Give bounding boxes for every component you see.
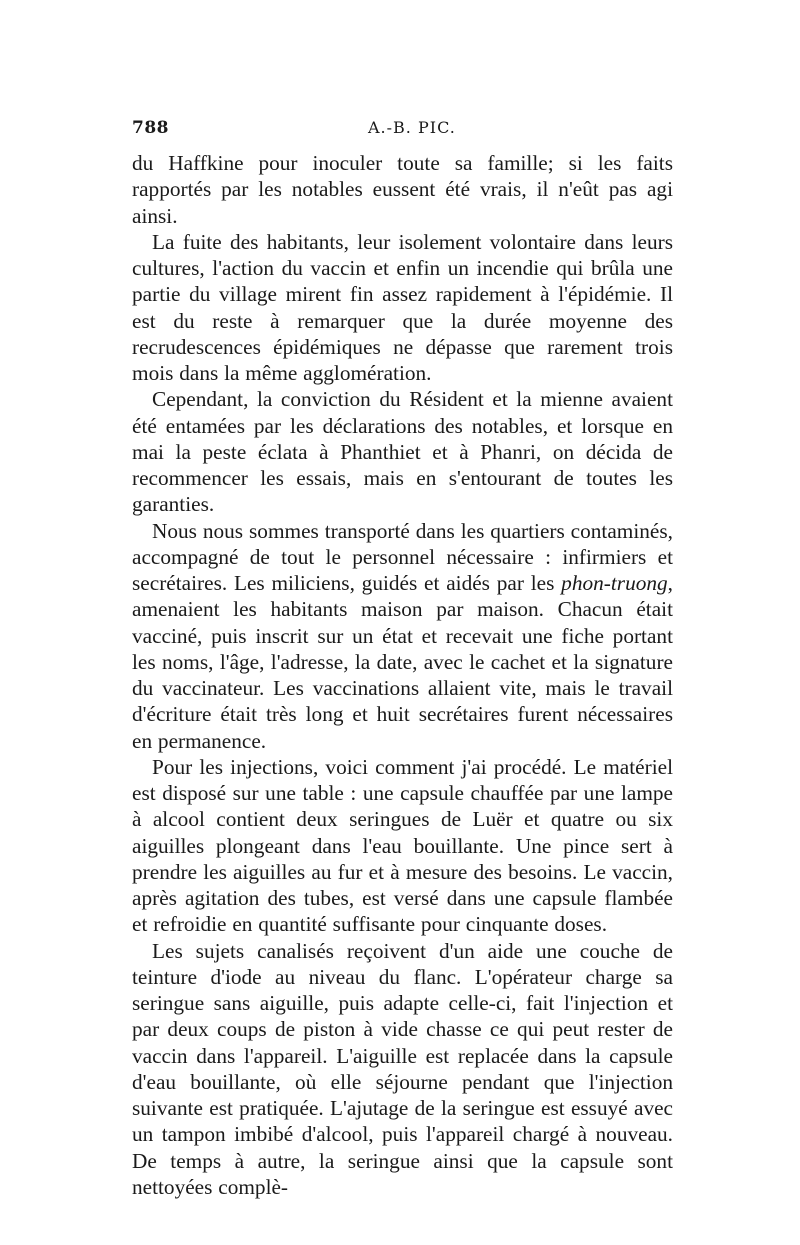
page-number: 788 bbox=[132, 118, 169, 138]
paragraph-5-text: Pour les injections, voici comment j'ai procédé. Le matériel est disposé sur une table : une capsule chauffée par une lampe à alcool contient deux seringues de Luër et quatre ou six aiguilles plongeant dans l'eau bouillante. Une pince sert à prendre les aiguilles au fur et à mesure des besoins. Le vaccin, après agitation des tubes, est versé dans une capsule flambée et refroidie en quantité suffisante pour cinquante doses. bbox=[132, 754, 673, 937]
page-header bbox=[132, 116, 673, 150]
paragraph-1-text: du Haffkine pour inoculer toute sa famille; si les faits rapportés par les notables eussent été vrais, il n'eût pas agi ainsi. bbox=[132, 151, 673, 228]
paragraph-5 bbox=[132, 754, 673, 938]
body-text bbox=[132, 150, 673, 1200]
paragraph-4 bbox=[132, 518, 673, 754]
paragraph-1 bbox=[132, 150, 673, 229]
paragraph-2 bbox=[132, 229, 673, 387]
paragraph-6 bbox=[132, 938, 673, 1201]
running-head: A.-B. PIC. bbox=[368, 118, 456, 137]
paragraph-4-text: Nous nous sommes transporté dans les quartiers contaminés, accompagné de tout le personnel nécessaire : infirmiers et secrétaires. Les miliciens, guidés et aidés par les bbox=[132, 518, 673, 595]
paragraph-4-italic-term: phon-truong bbox=[561, 571, 668, 595]
paragraph-2-text: La fuite des habitants, leur isolement volontaire dans leurs cultures, l'action du vaccin et enfin un incendie qui brûla une partie du village mirent fin assez rapidement à l'épidémie. Il est du reste à remarquer que la durée moyenne des recrudescences épidémiques ne dépasse que rarement trois mois dans la même agglomération. bbox=[132, 229, 673, 385]
book-page bbox=[132, 116, 673, 1200]
paragraph-4-text-continued: , amenaient les habitants maison par maison. Chacun était vacciné, puis inscrit sur un état et recevait une fiche portant les noms, l'âge, l'adresse, la date, avec le cachet et la signature du vaccinateur. Les vaccinations allaient vite, mais le travail d'écriture était très long et huit secrétaires furent nécessaires en permanence. bbox=[132, 571, 673, 753]
paragraph-3-text: Cependant, la conviction du Résident et la mienne avaient été entamées par les déclarations des notables, et lorsque en mai la peste éclata à Phanthiet et à Phanri, on décida de recommencer les essais, mais en s'entourant de toutes les garanties. bbox=[132, 387, 673, 517]
paragraph-6-text: Les sujets canalisés reçoivent d'un aide une couche de teinture d'iode au niveau du flanc. L'opérateur charge sa seringue sans aiguille, puis adapte celle-ci, fait l'injection et par deux coups de piston à vide chasse ce qui peut rester de vaccin dans l'appareil. L'aiguille est replacée dans la capsule d'eau bouillante, où elle séjourne pendant que l'injection suivante est pratiquée. L'ajutage de la seringue est essuyé avec un tampon imbibé d'alcool, puis l'appareil chargé à nouveau. De temps à autre, la seringue ainsi que la capsule sont nettoyées complè- bbox=[132, 938, 673, 1199]
paragraph-3 bbox=[132, 386, 673, 517]
